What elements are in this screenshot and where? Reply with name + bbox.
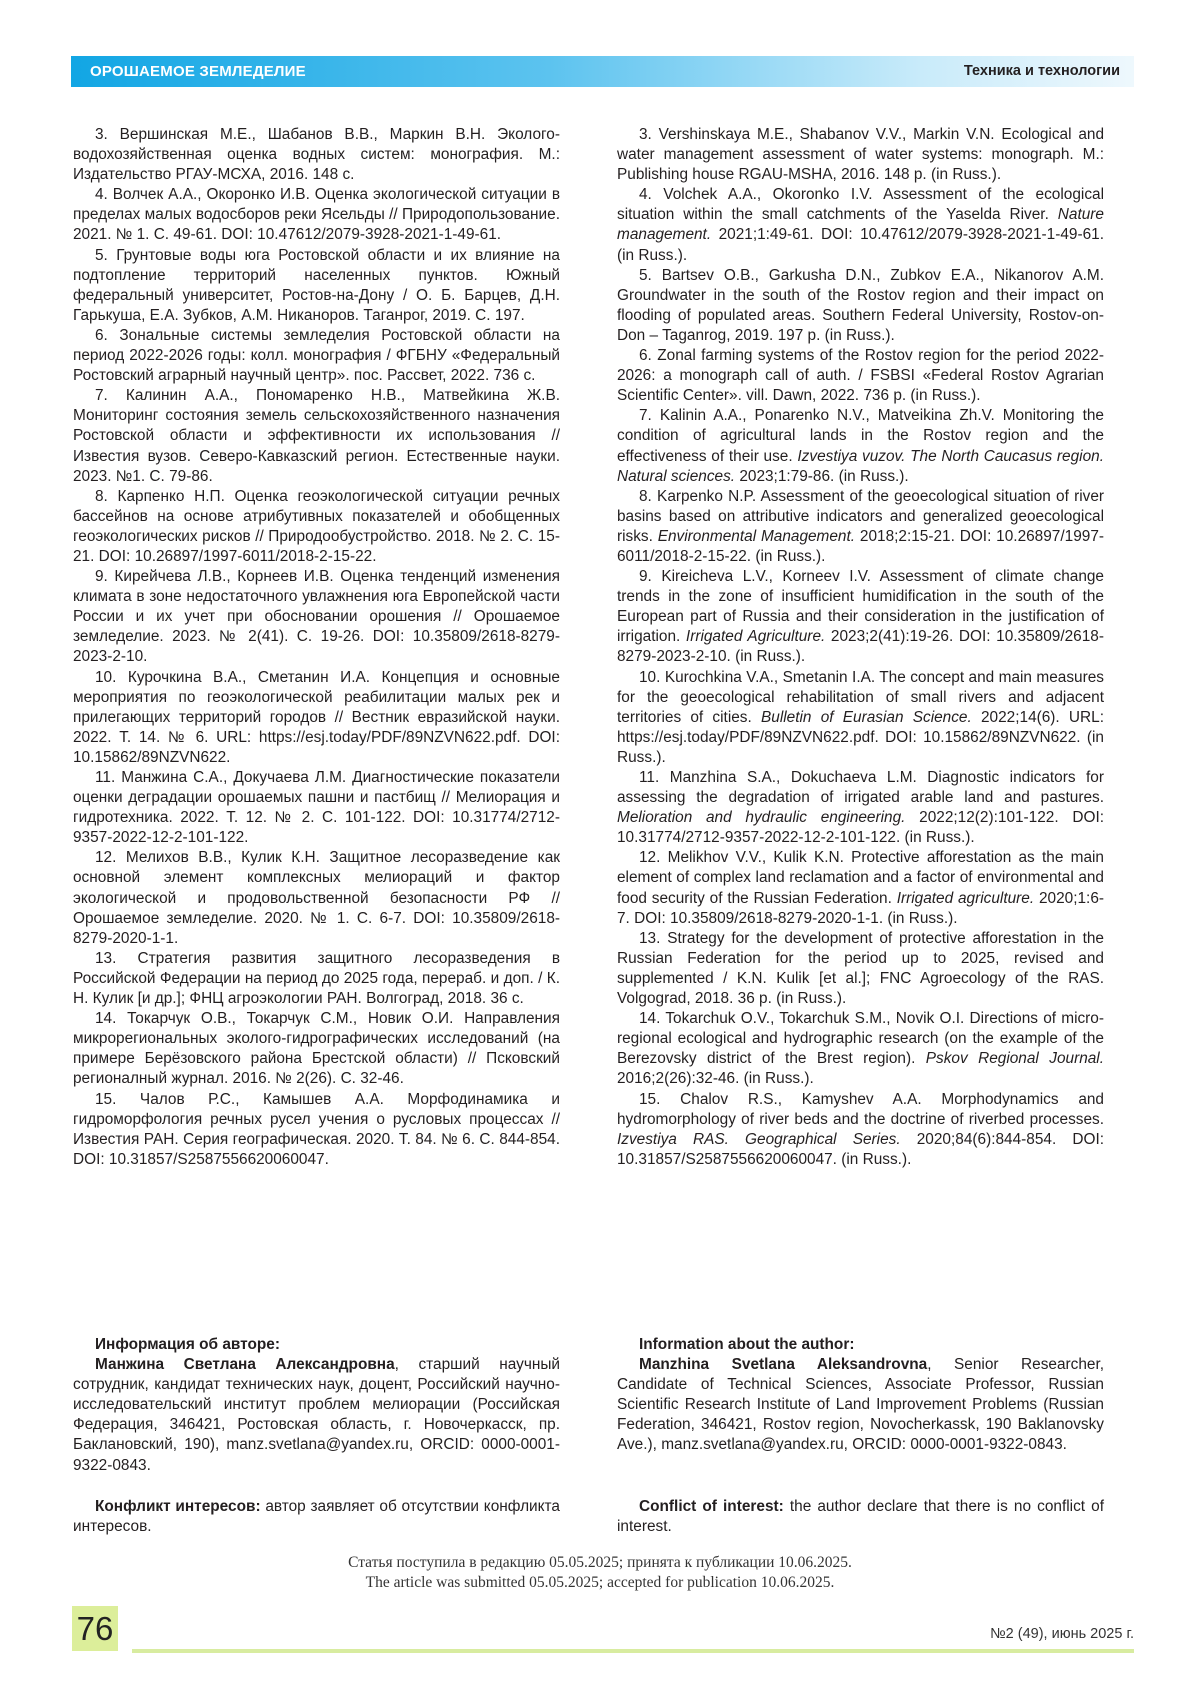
references-russian	[73, 125, 560, 1170]
reference-text: 8. Карпенко Н.П. Оценка геоэкологической ситуации речных бассейнов на основе атрибутивных показателей и обобщенных геоэкологических рисков // Природообустройство. 2018. № 2. С. 15-21. DOI: 10.26897/1997-6011/2018-2-15-22.	[73, 488, 560, 565]
submission-dates-en: The article was submitted 05.05.2025; accepted for publication 10.06.2025.	[0, 1573, 1200, 1593]
reference-item	[617, 487, 1104, 567]
reference-text: 3. Vershinskaya M.E., Shabanov V.V., Markin V.N. Ecological and water management assessment of water systems: monograph. M.: Publishing house RGAU-MSHA, 2016. 148 p. (in Russ.).	[617, 126, 1104, 183]
reference-item	[617, 668, 1104, 768]
reference-text: 14. Tokarchuk O.V., Tokarchuk S.M., Novik O.I. Directions of micro-regional ecological and hydrographic research (on the example of the Berezovsky district of the Brest region).	[617, 1010, 1104, 1067]
conflict-text: the author declare that there is no conflict of interest.	[617, 1498, 1104, 1535]
reference-text: 5. Bartsev O.B., Garkusha D.N., Zubkov E.A., Nikanorov A.M. Groundwater in the south of the Rostov region and their impact on flooding of populated areas. Southern Federal University, Rostov-on-Don – Taganrog, 2019. 197 p. (in Russ.).	[617, 267, 1104, 344]
author-info-russian	[73, 1335, 560, 1476]
conflict-label: Конфликт интересов:	[95, 1498, 261, 1515]
reference-text: 14. Токарчук О.В., Токарчук С.М., Новик О.И. Направления микрорегиональных эколого-гидрографических исследований (на примере Берёзовского района Брестской области) // Псковский регионалный журнал. 2016. № 2(26). С. 32-46.	[73, 1010, 560, 1087]
author-name: Манжина Светлана Александровна	[95, 1356, 395, 1373]
reference-item	[73, 1090, 560, 1170]
reference-source: Nature management.	[617, 206, 1104, 243]
reference-item	[73, 768, 560, 848]
author-details: , старший научный сотрудник, кандидат технических наук, доцент, Российский научно-исследовательский институт проблем мелиорации (Российская Федерация, 346421, Ростовская область, г. Новочеркасск, пр. Баклановский, 190), manz.svetlana@yandex.ru, ORCID: 0000-0001-9322-0843.	[73, 1356, 560, 1473]
submission-dates-ru: Статья поступила в редакцию 05.05.2025; принята к публикации 10.06.2025.	[0, 1553, 1200, 1573]
reference-item	[617, 1009, 1104, 1089]
submission-dates	[0, 1553, 1200, 1593]
reference-text: 2021;1:49-61. DOI: 10.47612/2079-3928-2021-1-49-61. (in Russ.).	[617, 226, 1104, 263]
running-header	[71, 56, 1134, 87]
reference-item	[617, 1090, 1104, 1170]
reference-source: Izvestiya vuzov. The North Caucasus region. Natural sciences.	[617, 448, 1104, 485]
reference-item	[73, 246, 560, 326]
reference-item	[73, 185, 560, 245]
reference-text: 10. Kurochkina V.A., Smetanin I.A. The concept and main measures for the geoecological rehabilitation of small rivers and adjacent territories of cities.	[617, 669, 1104, 726]
reference-text: 4. Volchek A.A., Okoronko I.V. Assessment of the ecological situation within the small catchments of the Yaselda River.	[617, 186, 1104, 223]
reference-text: 5. Грунтовые воды юга Ростовской области и их влияние на подтопление территорий населенных пунктов. Южный федеральный университет, Ростов-на-Дону / О. Б. Барцев, Д.Н. Гарькуша, Е.А. Зубков, А.М. Никаноров. Таганрог, 2019. С. 197.	[73, 247, 560, 324]
issue-info: №2 (49), июнь 2025 г.	[990, 1626, 1134, 1642]
author-info-english	[617, 1335, 1104, 1456]
author-details: , Senior Researcher, Candidate of Technical Sciences, Associate Professor, Russian Scientific Research Institute of Land Improvement Problems (Russian Federation, 346421, Rostov region, Novocherkassk, 190 Baklanovsky Ave.), manz.svetlana@yandex.ru, ORCID: 0000-0001-9322-0843.	[617, 1356, 1104, 1453]
reference-item	[617, 266, 1104, 346]
reference-item	[617, 929, 1104, 1009]
reference-text: 8. Karpenko N.P. Assessment of the geoecological situation of river basins based on attributive indicators and generalized geoecological risks.	[617, 488, 1104, 545]
section-title: Техника и технологии	[964, 63, 1120, 79]
reference-text: 7. Калинин А.А., Пономаренко Н.В., Матвейкина Ж.В. Мониторинг состояния земель сельскохозяйственного назначения Ростовской области и эффективности их использования // Известия вузов. Северо-Кавказский регион. Естественные науки. 2023. №1. С. 79-86.	[73, 387, 560, 484]
reference-text: 13. Strategy for the development of protective afforestation in the Russian Federation for the period up to 2025, revised and supplemented / K.N. Kulik [et al.]; FNC Agroecology of the RAS. Volgograd, 2018. 36 p. (in Russ.).	[617, 930, 1104, 1007]
reference-item	[73, 567, 560, 667]
reference-source: Pskov Regional Journal.	[926, 1050, 1104, 1067]
reference-text: 2016;2(26):32-46. (in Russ.).	[617, 1070, 814, 1087]
reference-text: 2023;2(41):19-26. DOI: 10.35809/2618-8279-2023-2-10. (in Russ.).	[617, 628, 1104, 665]
reference-text: 9. Кирейчева Л.В., Корнеев И.В. Оценка тенденций изменения климата в зоне недостаточного увлажнения юга Европейской части России и их учет при обосновании орошения // Орошаемое земледелие. 2023. № 2(41). С. 19-26. DOI: 10.35809/2618-8279-2023-2-10.	[73, 568, 560, 665]
reference-source: Bulletin of Eurasian Science.	[761, 709, 972, 726]
reference-source: Irrigated Agriculture.	[686, 628, 825, 645]
reference-text: 2023;1:79-86. (in Russ.).	[735, 468, 909, 485]
reference-text: 9. Kireicheva L.V., Korneev I.V. Assessment of climate change trends in the zone of insufficient humidification in the south of the European part of Russia and their consideration in the justification of irrigation.	[617, 568, 1104, 645]
reference-text: 3. Вершинская М.Е., Шабанов В.В., Маркин В.Н. Эколого-водохозяйственная оценка водных систем: монография. М.: Издательство РГАУ-МСХА, 2016. 148 с.	[73, 126, 560, 183]
author-heading: Information about the author:	[639, 1336, 854, 1353]
footer-divider	[132, 1649, 1134, 1653]
conflict-text: автор заявляет об отсутствии конфликта интересов.	[73, 1498, 560, 1535]
references-english	[617, 125, 1104, 1170]
reference-text: 12. Мелихов В.В., Кулик К.Н. Защитное лесоразведение как основной элемент комплексных мелиораций и фактор экологической и продовольственной безопасности РФ // Орошаемое земледелие. 2020. № 1. С. 6-7. DOI: 10.35809/2618-8279-2020-1-1.	[73, 849, 560, 946]
reference-text: 2022;14(6). URL: https://esj.today/PDF/89NZVN622.pdf. DOI: 10.15862/89NZVN622. (in Russ.).	[617, 709, 1104, 766]
journal-title: ОРОШАЕМОЕ ЗЕМЛЕДЕЛИЕ	[90, 63, 306, 80]
reference-text: 6. Zonal farming systems of the Rostov region for the period 2022-2026: a monograph call of auth. / FSBSI «Federal Rostov Agrarian Scientific Center». vill. Dawn, 2022. 736 p. (in Russ.).	[617, 347, 1104, 404]
reference-item	[617, 567, 1104, 667]
reference-source: Izvestiya RAS. Geographical Series.	[617, 1131, 901, 1148]
reference-source: Melioration and hydraulic engineering.	[617, 809, 905, 826]
reference-item	[73, 125, 560, 185]
conflict-of-interest-english	[617, 1497, 1104, 1537]
reference-item	[73, 949, 560, 1009]
reference-text: 15. Чалов Р.С., Камышев А.А. Морфодинамика и гидроморфология речных русел учения о русловых процессах // Известия РАН. Серия географическая. 2020. Т. 84. № 6. С. 844-854. DOI: 10.31857/S2587556620060047.	[73, 1091, 560, 1168]
reference-text: 13. Стратегия развития защитного лесоразведения в Российской Федерации на период до 2025 года, перераб. и доп. / К. Н. Кулик [и др.]; ФНЦ агроэкологии РАН. Волгоград, 2018. 36 с.	[73, 950, 560, 1007]
author-heading: Информация об авторе:	[95, 1336, 280, 1353]
reference-item	[617, 346, 1104, 406]
reference-text: 10. Курочкина В.А., Сметанин И.А. Концепция и основные мероприятия по геоэкологической реабилитации малых рек и прилегающих территорий городов // Вестник евразийской науки. 2022. Т. 14. № 6. URL: https://esj.today/PDF/89NZVN622.pdf. DOI: 10.15862/89NZVN622.	[73, 669, 560, 766]
reference-source: Irrigated agriculture.	[897, 890, 1034, 907]
reference-text: 6. Зональные системы земледелия Ростовской области на период 2022-2026 годы: колл. монография / ФГБНУ «Федеральный Ростовский аграрный научный центр». пос. Рассвет, 2022. 736 с.	[73, 327, 560, 384]
reference-item	[617, 768, 1104, 848]
reference-text: 2020;1:6-7. DOI: 10.35809/2618-8279-2020-1-1. (in Russ.).	[617, 890, 1104, 927]
reference-text: 15. Chalov R.S., Kamyshev A.A. Morphodynamics and hydromorphology of river beds and the doctrine of riverbed processes.	[617, 1091, 1104, 1128]
reference-text: 7. Kalinin A.A., Ponarenko N.V., Matveikina Zh.V. Monitoring the condition of agricultural lands in the Rostov region and the effectiveness of their use.	[617, 407, 1104, 464]
reference-text: 11. Манжина С.А., Докучаева Л.М. Диагностические показатели оценки деградации орошаемых пашни и пастбищ // Мелиорация и гидротехника. 2022. Т. 12. № 2. С. 101-122. DOI: 10.31774/2712-9357-2022-12-2-101-122.	[73, 769, 560, 846]
reference-source: Environmental Management.	[658, 528, 855, 545]
reference-item	[617, 406, 1104, 486]
reference-item	[617, 125, 1104, 185]
reference-item	[73, 668, 560, 768]
reference-text: 2018;2:15-21. DOI: 10.26897/1997-6011/2018-2-15-22. (in Russ.).	[617, 528, 1104, 565]
reference-text: 12. Melikhov V.V., Kulik K.N. Protective afforestation as the main element of complex land reclamation and a factor of environmental and food security of the Russian Federation.	[617, 849, 1104, 906]
page-number: 76	[72, 1606, 118, 1651]
reference-item	[73, 1009, 560, 1089]
reference-item	[73, 487, 560, 567]
reference-text: 2022;12(2):101-122. DOI: 10.31774/2712-9357-2022-12-2-101-122. (in Russ.).	[617, 809, 1104, 846]
reference-text: 4. Волчек А.А., Окоронко И.В. Оценка экологической ситуации в пределах малых водосборов реки Ясельды // Природопользование. 2021. № 1. С. 49-61. DOI: 10.47612/2079-3928-2021-1-49-61.	[73, 186, 560, 243]
reference-item	[617, 848, 1104, 928]
reference-item	[73, 326, 560, 386]
reference-item	[73, 386, 560, 486]
reference-text: 2020;84(6):844-854. DOI: 10.31857/S2587556620060047. (in Russ.).	[617, 1131, 1104, 1168]
reference-item	[617, 185, 1104, 265]
reference-item	[73, 848, 560, 948]
conflict-of-interest-russian	[73, 1497, 560, 1537]
reference-text: 11. Manzhina S.A., Dokuchaeva L.M. Diagnostic indicators for assessing the degradation of irrigated arable land and pastures.	[617, 769, 1104, 806]
author-name: Manzhina Svetlana Aleksandrovna	[639, 1356, 927, 1373]
conflict-label: Conflict of interest:	[639, 1498, 784, 1515]
